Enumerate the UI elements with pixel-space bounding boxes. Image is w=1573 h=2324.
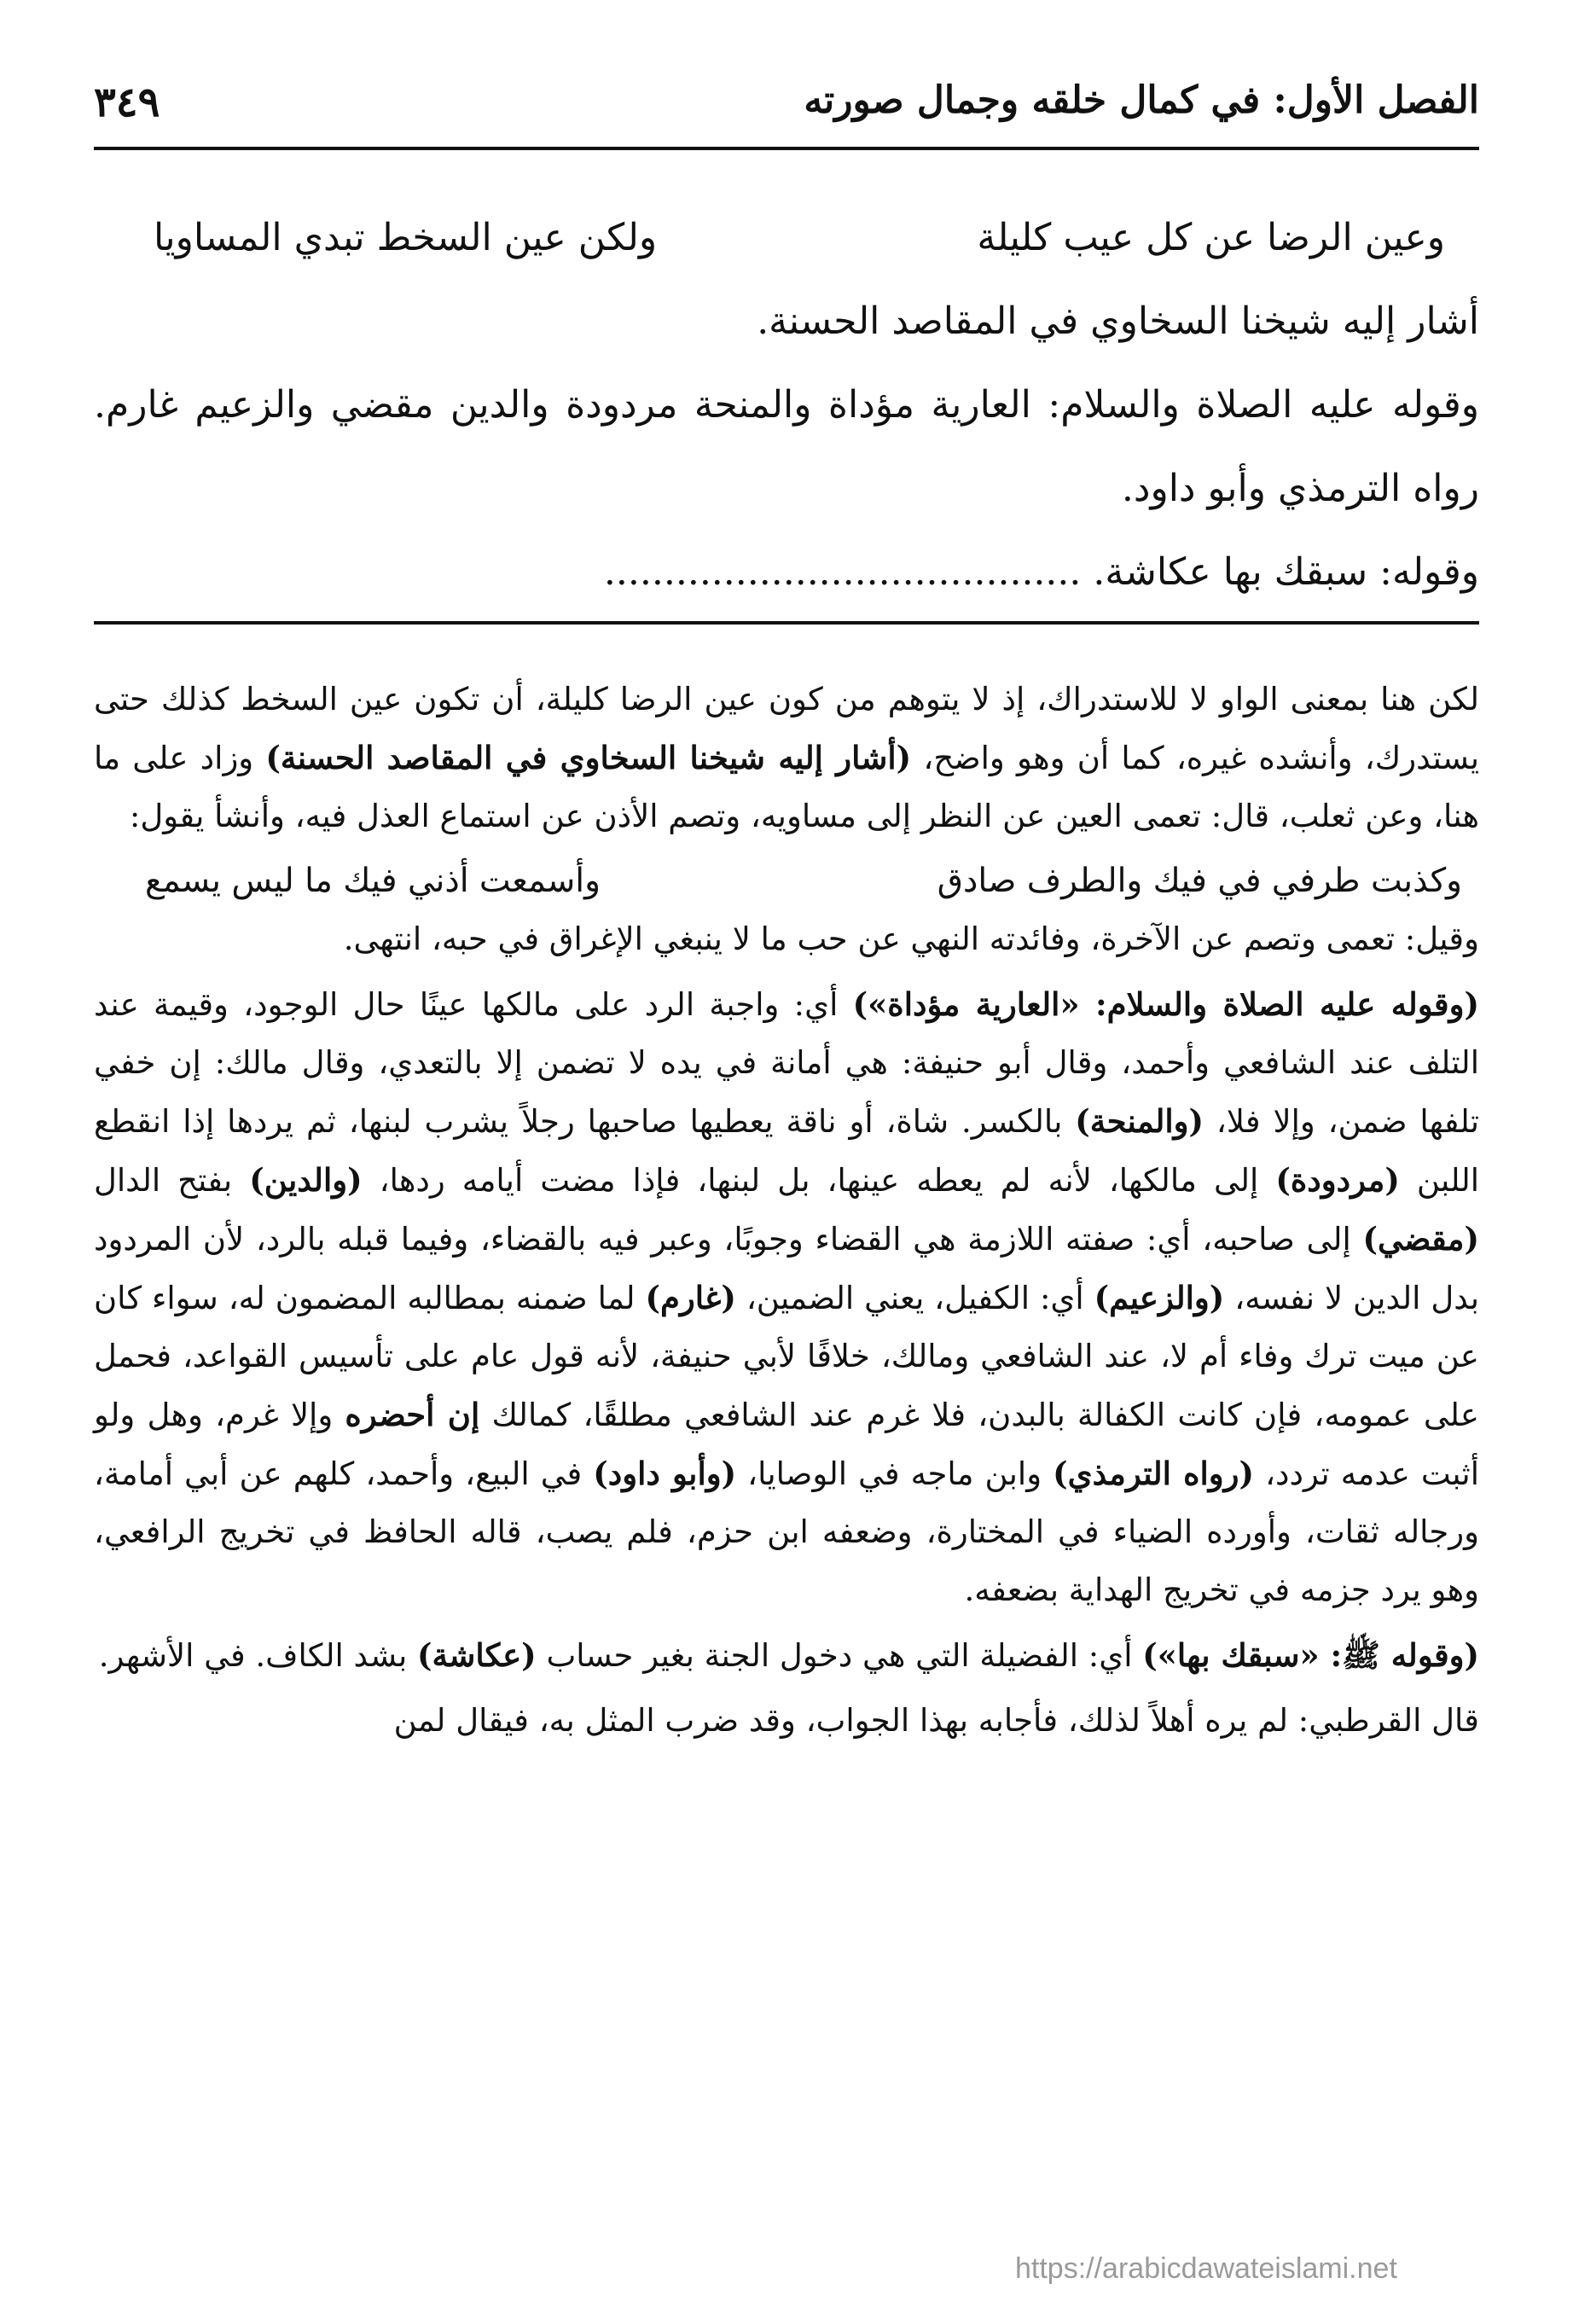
commentary-verse — [94, 852, 1479, 910]
commentary-paragraph — [94, 975, 1479, 1619]
commentary-text: وإلا غرم، وهل ولو أثبت عدمه تردد، — [94, 1397, 1479, 1492]
verse-line — [94, 196, 1479, 280]
commentary-quote: (وقوله ﷺ: «سبقك بها») — [1142, 1636, 1479, 1674]
commentary-quote: (رواه الترمذي) — [1053, 1455, 1255, 1492]
page-number: ٣٤٩ — [94, 78, 160, 126]
commentary-quote: (وأبو داود) — [593, 1455, 737, 1492]
commentary-quote: (والمنحة) — [1075, 1102, 1204, 1140]
section-divider — [94, 621, 1479, 625]
main-text — [94, 196, 1479, 614]
main-last-line — [94, 531, 1479, 614]
commentary-quote: (عكاشة) — [417, 1636, 537, 1674]
verse-hemistich-left: ولكن عين السخط تبدي المساويا — [154, 216, 658, 259]
commentary-text: أي: واجبة الرد على مالكها عينًا حال الوجود، وقيمة عند التلف عند الشافعي وأحمد، وقال أبو حنيفة: هي أمانة في يده لا تضمن إلا بالتعدي، وقال مالك: إن خفي تلفها ضمن، وإلا فلا، — [94, 986, 1479, 1140]
commentary-quote: (والدين) — [249, 1161, 363, 1199]
commentary-text: إلى صاحبه، أي: صفته اللازمة هي القضاء وجوبًا، وعبر فيه بالقضاء، وفيما قبله بالرد، لأن المردود بدل الدين لا نفسه، — [94, 1221, 1479, 1316]
commentary-text: أي: الكفيل، يعني الضمين، — [735, 1280, 1094, 1316]
commentary-paragraph — [94, 1626, 1479, 1685]
commentary-text: لكن هنا بمعنى الواو لا للاستدراك، إذ لا يتوهم من كون عين الرضا كليلة، أن تكون عين السخط كذلك حتى يستدرك، وأنشده غيره، كما أن وهو واضح، — [94, 681, 1479, 776]
commentary-text: أي: الفضيلة التي هي دخول الجنة بغير حساب — [536, 1637, 1143, 1674]
main-paragraph: وقوله عليه الصلاة والسلام: العارية مؤداة والمنحة مردودة والدين مقضي والزعيم غارم. رواه الترمذي وأبو داود. — [94, 383, 1479, 510]
page-header — [94, 78, 1479, 138]
commentary-text: وابن ماجه في الوصايا، — [736, 1455, 1054, 1492]
commentary-text: بفتح الدال — [94, 1162, 250, 1199]
verse-hemistich-right: وكذبت طرفي في فيك والطرف صادق — [937, 862, 1462, 900]
commentary-text: في البيع، وأحمد، كلهم عن أبي أمامة، ورجاله ثقات، وأورده الضياء في المختارة، وضعفه ابن حزم، فلم يصب، قاله الحافظ في تخريج الرافعي، وهو يرد جزمه في تخريج الهداية بضعفه. — [94, 1455, 1479, 1608]
commentary-quote: (مردودة) — [1275, 1161, 1400, 1199]
commentary-quote: إن أحضره — [345, 1396, 480, 1433]
commentary-text: بالكسر. شاة، أو ناقة يعطيها صاحبها رجلاً يشرب لبنها، ثم يردها إذا انقطع اللبن — [94, 1103, 1479, 1199]
commentary-quote: (مقضي) — [1362, 1220, 1479, 1258]
commentary-text: إلى مالكها، لأنه لم يعطه عينها، بل لبنها، فإذا مضت أيامه ردها، — [362, 1162, 1276, 1199]
dot-leader: ........................................ — [603, 550, 1082, 594]
header-rule — [94, 147, 1479, 150]
commentary-quote: (وقوله عليه الصلاة والسلام: «العارية مؤداة») — [852, 985, 1479, 1023]
commentary-text: لما ضمنه بمطالبه المضمون له، سواء كان عن ميت ترك وفاء أم لا، عند الشافعي ومالك، خلافًا لأبي حنيفة، لأنه قول عام على تأسيس القواعد، فحمل على عمومه، فإن كانت الكفالة بالبدن، فلا غرم عند الشافعي مطلقًا، كمالك — [94, 1280, 1479, 1433]
commentary-paragraph: قال القرطبي: لم يره أهلاً لذلك، فأجابه بهذا الجواب، وقد ضرب المثل به، فيقال لمن — [393, 1702, 1479, 1739]
verse-hemistich-right: وعين الرضا عن كل عيب كليلة — [977, 216, 1445, 259]
commentary-paragraph: وقيل: تعمى وتصم عن الآخرة، وفائدته النهي عن حب ما لا ينبغي الإغراق في حبه، انتهى. — [343, 921, 1479, 957]
running-title: الفصل الأول: في كمال خلقه وجمال صورته — [804, 78, 1479, 122]
commentary-quote: (غارم) — [645, 1279, 736, 1316]
commentary-text: وزاد على ما هنا، وعن ثعلب، قال: تعمى العين عن النظر إلى مساويه، وتصم الأذن عن استماع العذل فيه، وأنشأ يقول: — [94, 740, 1479, 834]
main-last-line-text: وقوله: سبقك بها عكاشة. — [1093, 550, 1479, 594]
commentary — [94, 671, 1479, 1757]
verse-hemistich-left: وأسمعت أذني فيك ما ليس يسمع — [145, 862, 601, 900]
commentary-quote: (أشار إليه شيخنا السخاوي في المقاصد الحسنة) — [265, 739, 912, 776]
main-line: أشار إليه شيخنا السخاوي في المقاصد الحسنة. — [757, 299, 1479, 343]
commentary-paragraph — [94, 671, 1479, 845]
commentary-text: بشد الكاف. في الأشهر. — [98, 1637, 418, 1674]
commentary-quote: (والزعيم) — [1094, 1279, 1225, 1316]
watermark-url: https://arabicdawateislami.net — [1015, 2252, 1397, 2285]
